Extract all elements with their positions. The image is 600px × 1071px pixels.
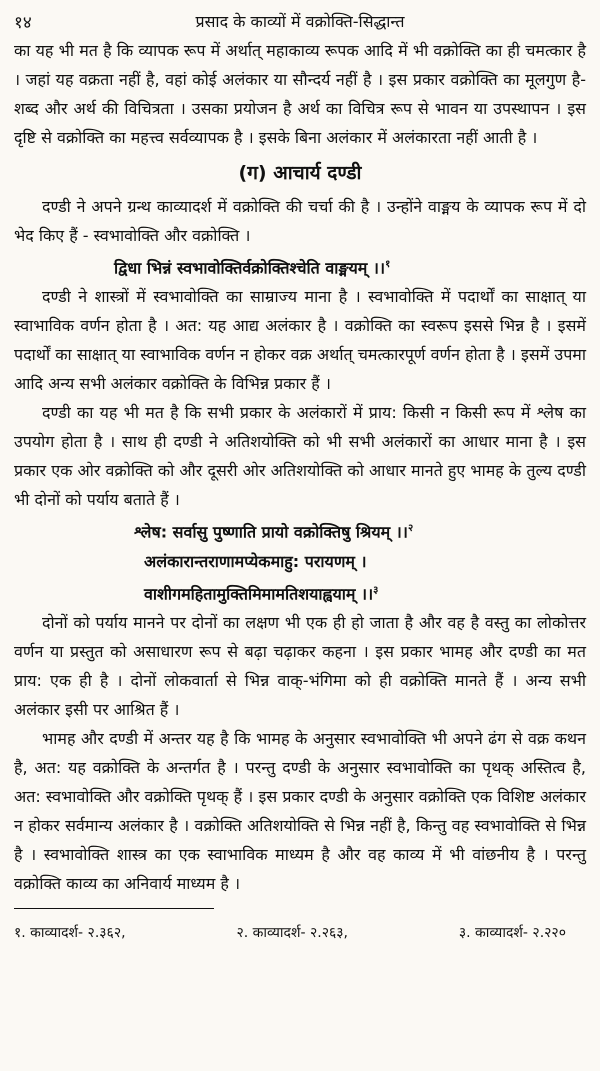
footnote-ref-3: ३ — [373, 584, 379, 596]
footnotes — [14, 923, 586, 942]
verse-3-line-1: अलंकारान्तराणामप्येकमाहु: परायणम् । — [144, 551, 367, 571]
verse-1-text: द्विधा भिन्नं स्वभावोक्तिर्वक्रोक्तिश्चेति वाङ्मयम् ।। — [114, 258, 386, 278]
page-header — [14, 6, 586, 36]
verse-1 — [14, 250, 586, 282]
paragraph-1: दण्डी ने अपने ग्रन्थ काव्यादर्श में वक्रोक्ति की चर्चा की है । उन्होंने वाङ्मय के व्यापक रूप में दो भेद किए हैं - स्वभावोक्ति और वक्रोक्ति । — [14, 197, 586, 245]
footnote-1: १. काव्यादर्श- २.३६२, — [14, 924, 126, 941]
footnote-3: ३. काव्यादर्श- २.२२० — [458, 924, 566, 941]
verse-3-line-2-text: वाशीगमहितामुक्तिमिमामतिशयाह्वयाम् ।। — [144, 583, 374, 603]
footnote-divider — [14, 908, 214, 909]
footnote-ref-1: १ — [385, 259, 391, 270]
paragraph-3: दण्डी का यह भी मत है कि सभी प्रकार के अलंकारों में प्राय: किसी न किसी रूप में श्लेष का उपयोग होता है । साथ ही दण्डी ने अतिशयोक्ति को भी सभी अलंकारों का आधार माना है । इस प्रकार एक ओर वक्रोक्ति को और दूसरी ओर अतिशयोक्ति को आधार मानते हुए भामह के तुल्य दण्डी भी दोनों को पर्याय बताते हैं । — [14, 403, 586, 510]
intro-paragraph: का यह भी मत है कि व्यापक रूप में अर्थात् महाकाव्य रूपक आदि में भी वक्रोक्ति का ही चमत्कार है । जहां यह वक्रता नहीं है, वहां कोई अलंकार या सौन्दर्य नहीं है । इस प्रकार वक्रोक्ति का मूलगुण है- शब्द और अर्थ की विचित्रता । उसका प्रयोजन है अर्थ का विचित्र रूप से भावन या उपस्थापन । इस दृष्टि से वक्रोक्ति का महत्त्व सर्वव्यापक है । इसके बिना अलंकार में अलंकारता नहीं आती है । — [14, 41, 586, 147]
page-number: १४ — [14, 13, 32, 33]
verse-3-line-2 — [14, 576, 586, 608]
paragraph-2: दण्डी ने शास्त्रों में स्वभावोक्ति का साम्राज्य माना है । स्वभावोक्ति में पदार्थों का साक्षात् या स्वाभाविक वर्णन होता है । अत: यह आद्य अलंकार है । वक्रोक्ति का स्वरूप इससे भिन्न है । इसमें पदार्थों का साक्षात् या स्वाभाविक वर्णन न होकर वक्र अर्थात् चमत्कारपूर्ण वर्णन होता है । इसमें उपमा आदि अन्य सभी अलंकार वक्रोक्ति के विभिन्न प्रकार हैं । — [14, 287, 586, 394]
footnote-ref-2: २ — [407, 523, 414, 535]
running-title: प्रसाद के काव्यों में वक्रोक्ति-सिद्धान्त — [195, 12, 405, 31]
section-heading: (ग) आचार्य दण्डी — [238, 162, 362, 184]
paragraph-5: भामह और दण्डी में अन्तर यह है कि भामह के अनुसार स्वभावोक्ति भी अपने ढंग से वक्र कथन है, अत: यह वक्रोक्ति के अन्तर्गत है । परन्तु दण्डी के अनुसार स्वभावोक्ति का पृथक् अस्तित्व है, अत: स्वभावोक्ति और वक्रोक्ति पृथक् हैं । इस प्रकार दण्डी के अनुसार वक्रोक्ति एक विशिष्ट अलंकार न होकर सर्वमान्य अलंकार है । वक्रोक्ति अतिशयोक्ति से भिन्न नहीं है, किन्तु वह स्वभावोक्ति से भिन्न है । स्वभावोक्ति शास्त्र का एक स्वाभाविक माध्यम है और वह काव्य में भी वांछनीय है । परन्तु वक्रोक्ति काव्य का अनिवार्य माध्यम है । — [14, 728, 586, 893]
verse-2 — [14, 514, 586, 546]
paragraph-4: दोनों को पर्याय मानने पर दोनों का लक्षण भी एक ही हो जाता है और वह है वस्तु का लोकोत्तर वर्णन या प्रस्तुत को असाधारण रूप से बढ़ा चढ़ाकर कहना । इस प्रकार भामह और दण्डी का मत प्राय: एक ही है । दोनों लोकवार्ता से भिन्न वाक्-भंगिमा को ही वक्रोक्ति मानते हैं । अन्य सभी अलंकार इसी पर आश्रित हैं । — [14, 612, 586, 719]
verse-2-text: श्लेष: सर्वासु पुष्णाति प्रायो वक्रोक्तिषु श्रियम् ।। — [134, 522, 408, 542]
footnote-2: २. काव्यादर्श- २.२६३, — [236, 924, 349, 941]
